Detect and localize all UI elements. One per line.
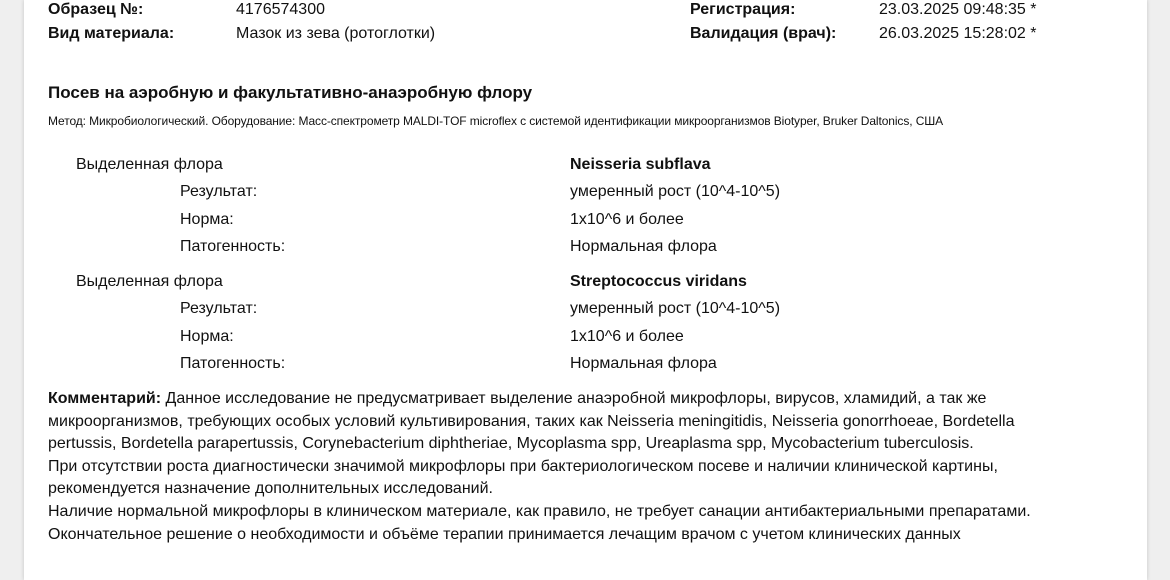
result-label: Результат: xyxy=(180,300,258,317)
result-value: умеренный рост (10^4-10^5) xyxy=(570,300,781,317)
flora-organism: Neisseria subflava xyxy=(570,156,711,173)
pathogenicity-label: Патогенность: xyxy=(180,238,286,255)
pathogenicity-label: Патогенность: xyxy=(180,355,286,372)
pathogenicity-value: Нормальная флора xyxy=(570,355,717,372)
comment-line: Наличие нормальной микрофлоры в клиническом материале, как правило, не требует санации антибактериальными препаратами. xyxy=(48,502,1031,520)
comment-line: микроорганизмов, требующих особых условий культивирования, таких как Neisseria meningitidis, Neisseria gonorrhoeae, Bordetella xyxy=(48,412,1015,430)
report-page xyxy=(24,0,1147,580)
validation-value: 26.03.2025 15:28:02 * xyxy=(879,25,1037,42)
norm-label: Норма: xyxy=(180,328,234,345)
comment-line: pertussis, Bordetella parapertussis, Corynebacterium diphtheriae, Mycoplasma spp, Ureaplasma spp, Mycobacterium tuberculosis. xyxy=(48,435,974,453)
registration-value: 23.03.2025 09:48:35 * xyxy=(879,1,1037,18)
sample-value: 4176574300 xyxy=(236,1,325,18)
result-label: Результат: xyxy=(180,183,258,200)
norm-value: 1х10^6 и более xyxy=(570,328,684,345)
flora-label: Выделенная флора xyxy=(76,156,223,173)
material-value: Мазок из зева (ротоглотки) xyxy=(236,25,436,42)
test-method: Метод: Микробиологический. Оборудование: Масс-спектрометр MALDI-TOF microflex с системой идентификации микроорганизмов Biotyper, Bruker Daltonics, США xyxy=(48,114,944,128)
comment-text: Данное исследование не предусматривает выделение анаэробной микрофлоры, вирусов, хламидий, а так же xyxy=(161,390,987,407)
comment-line: Окончательное решение о необходимости и объёме терапии принимается лечащим врачом с учетом клинических данных xyxy=(48,525,961,543)
norm-value: 1х10^6 и более xyxy=(570,211,684,228)
comment-label: Комментарий: xyxy=(48,390,162,407)
sample-label: Образец №: xyxy=(48,1,144,18)
flora-label: Выделенная флора xyxy=(76,273,223,290)
norm-label: Норма: xyxy=(180,211,234,228)
comment-line xyxy=(48,388,1133,411)
result-value: умеренный рост (10^4-10^5) xyxy=(570,183,781,200)
material-label: Вид материала: xyxy=(48,25,175,42)
comment-line: рекомендуется назначение дополнительных исследований. xyxy=(48,480,493,498)
registration-label: Регистрация: xyxy=(690,1,796,18)
pathogenicity-value: Нормальная флора xyxy=(570,238,717,255)
comment-line: При отсутствии роста диагностически значимой микрофлоры при бактериологическом посеве и наличии клинической картины, xyxy=(48,457,998,475)
validation-label: Валидация (врач): xyxy=(690,25,837,42)
flora-organism: Streptococcus viridans xyxy=(570,273,747,290)
comment-block xyxy=(48,388,1133,546)
test-title: Посев на аэробную и факультативно-анаэробную флору xyxy=(48,83,533,102)
